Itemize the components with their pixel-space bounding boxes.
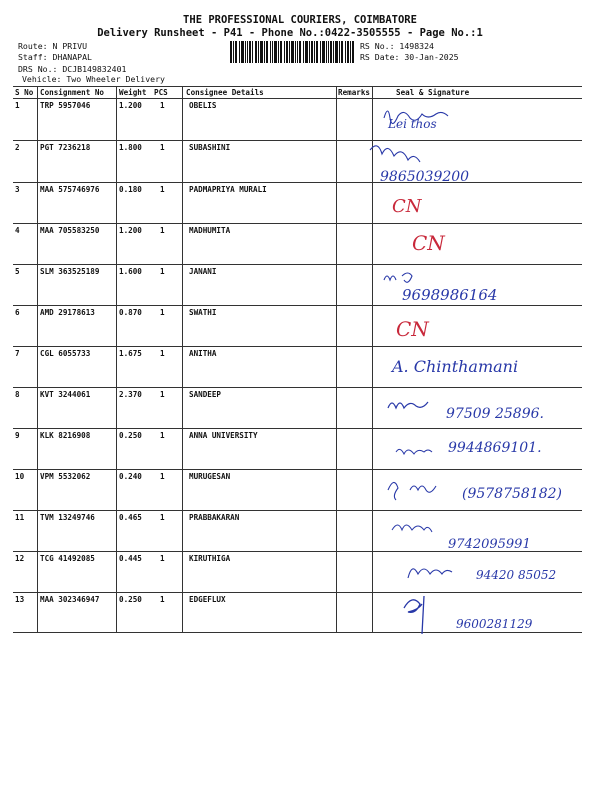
cell-weight: 1.200 [119,101,142,110]
header-remarks: Remarks [338,88,371,97]
staff-label: Staff: DHANAPAL [18,52,92,62]
signature-text: (9578758182) [462,486,562,502]
cell-pcs: 1 [160,267,165,276]
cell-consignment: VPM 5532062 [40,472,91,481]
cell-consignment: PGT 7236218 [40,143,91,152]
row-divider [13,592,582,593]
table-top-rule [13,86,582,87]
row-divider [13,223,582,224]
cell-consignment: MAA 705583250 [40,226,100,235]
signature-text: CN [392,196,422,217]
runsheet-subtitle: Delivery Runsheet - P41 - Phone No.:0422-3505555 - Page No.:1 [97,27,483,39]
header-signature: Seal & Signature [396,88,470,97]
signature-text: 94420 85052 [476,568,557,582]
signature-text: Lei thos [388,117,437,131]
cell-consignment: SLM 363525189 [40,267,100,276]
column-rule [336,86,337,632]
table-bottom-rule [13,632,582,633]
signature-row-12 [408,568,556,582]
cell-weight: 2.370 [119,390,142,399]
cell-weight: 0.870 [119,308,142,317]
cell-sno: 12 [15,554,25,563]
row-divider [13,428,582,429]
cell-consignment: KLK 8216908 [40,431,91,440]
rs-number: RS No.: 1498324 [360,41,434,51]
cell-sno: 1 [15,101,20,110]
cell-pcs: 1 [160,101,165,110]
signature-text: 97509 25896. [446,406,544,422]
cell-consignee: SUBASHINI [189,143,231,152]
signature-row-2 [370,146,469,185]
cell-consignee: MURUGESAN [189,472,231,481]
drs-number: DRS No.: DCJB149832401 [18,64,127,74]
cell-pcs: 1 [160,185,165,194]
cell-consignee: SANDEEP [189,390,222,399]
signature-row-8 [388,402,544,422]
cell-pcs: 1 [160,143,165,152]
cell-consignee: PADMAPRIYA MURALI [189,185,267,194]
signature-text: 9742095991 [448,537,531,552]
signature-row-10 [388,482,562,502]
signature-text: 9600281129 [456,617,533,631]
signature-text: 9865039200 [380,169,470,185]
cell-pcs: 1 [160,308,165,317]
signature-row-6 [396,317,430,341]
cell-weight: 1.600 [119,267,142,276]
column-rule [37,86,38,632]
cell-weight: 1.800 [119,143,142,152]
cell-pcs: 1 [160,431,165,440]
row-divider [13,346,582,347]
row-divider [13,140,582,141]
header-sno: S No [15,88,34,97]
cell-consignee: SWATHI [189,308,217,317]
cell-consignee: ANITHA [189,349,217,358]
cell-consignment: TCG 41492085 [40,554,95,563]
cell-sno: 8 [15,390,20,399]
cell-consignee: JANANI [189,267,217,276]
cell-consignment: MAA 302346947 [40,595,100,604]
cell-weight: 0.250 [119,595,142,604]
signature-text: CN [396,317,429,341]
signature-row-13 [404,596,533,634]
cell-sno: 3 [15,185,20,194]
cell-weight: 0.180 [119,185,142,194]
header-weight: Weight [119,88,147,97]
cell-pcs: 1 [160,349,165,358]
cell-sno: 13 [15,595,25,604]
cell-weight: 0.240 [119,472,142,481]
signature-row-4 [412,231,446,255]
cell-consignee: MADHUMITA [189,226,231,235]
cell-consignment: KVT 3244061 [40,390,91,399]
cell-pcs: 1 [160,513,165,522]
column-rule [116,86,117,632]
signature-text: CN [412,231,445,255]
signature-text: 9944869101. [448,440,542,456]
cell-sno: 5 [15,267,20,276]
barcode-icon [230,41,354,63]
cell-pcs: 1 [160,390,165,399]
cell-consignment: TVM 13249746 [40,513,95,522]
row-divider [13,305,582,306]
header-consignee: Consignee Details [186,88,264,97]
cell-sno: 2 [15,143,20,152]
column-rule [372,86,373,632]
row-divider [13,387,582,388]
row-divider [13,510,582,511]
cell-consignee: OBELIS [189,101,217,110]
cell-sno: 7 [15,349,20,358]
cell-consignment: AMD 29178613 [40,308,95,317]
cell-consignee: PRABBAKARAN [189,513,240,522]
cell-sno: 6 [15,308,20,317]
cell-weight: 0.445 [119,554,142,563]
vehicle-label: Vehicle: Two Wheeler Delivery [22,74,165,84]
cell-consignment: MAA 575746976 [40,185,100,194]
signature-row-1 [384,111,448,131]
header-pcs: PCS [154,88,168,97]
rs-date: RS Date: 30-Jan-2025 [360,52,459,62]
cell-pcs: 1 [160,226,165,235]
cell-weight: 1.200 [119,226,142,235]
signature-row-11 [392,525,531,552]
cell-pcs: 1 [160,595,165,604]
header-consignment: Consignment No [40,88,105,97]
cell-consignment: TRP 5957046 [40,101,91,110]
cell-consignment: CGL 6055733 [40,349,91,358]
cell-consignee: KIRUTHIGA [189,554,231,563]
cell-weight: 0.250 [119,431,142,440]
row-divider [13,182,582,183]
signature-row-5 [384,273,497,304]
cell-sno: 10 [15,472,25,481]
cell-sno: 9 [15,431,20,440]
cell-consignee: EDGEFLUX [189,595,226,604]
row-divider [13,551,582,552]
route-label: Route: N PRIVU [18,41,88,51]
cell-sno: 11 [15,513,25,522]
row-divider [13,264,582,265]
cell-consignee: ANNA UNIVERSITY [189,431,258,440]
company-title: THE PROFESSIONAL COURIERS, COIMBATORE [183,14,417,26]
column-rule [182,86,183,632]
signature-row-3 [392,196,423,217]
cell-weight: 0.465 [119,513,142,522]
table-header-rule [13,98,582,99]
signature-text: A. Chinthamani [392,357,519,376]
signature-text: 9698986164 [402,286,498,304]
cell-pcs: 1 [160,472,165,481]
cell-sno: 4 [15,226,20,235]
signature-row-9 [396,440,542,456]
cell-pcs: 1 [160,554,165,563]
signature-row-7 [390,357,518,376]
row-divider [13,469,582,470]
cell-weight: 1.675 [119,349,142,358]
